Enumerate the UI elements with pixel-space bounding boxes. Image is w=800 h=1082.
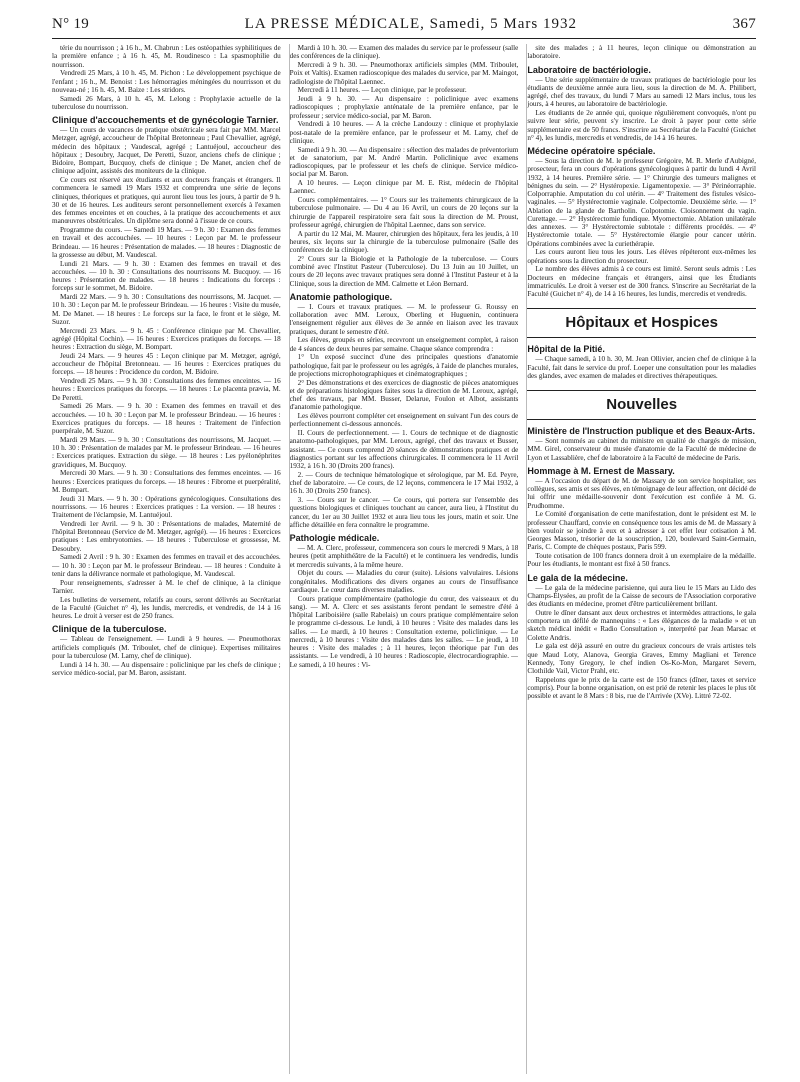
paragraph: 1° Un exposé succinct d'une des principales questions d'anatomie pathologique, fait par le professeur ou les agrégés, à l'aide de planches murales, de projections microphotographiques et cinématographiques ; — [289, 353, 519, 378]
paragraph: Le gala est déjà assuré en outre du gracieux concours de vrais artistes tels que Maud Loty, Alanova, Georgia Graves, Emmy Magliani et Terence Kennedy, Tony Gregory, le chef indien Os-Ko-Mon, Margaret Severn, Clothilde Vail, Victor Prahl, etc. — [527, 642, 757, 675]
paragraph: Mercredi à 9 h. 30. — Pneumothorax artificiels simples (MM. Triboulet, Poix et Valtis). Examen radioscopique des malades du service, par M. Maingot, radiologiste de l'hôpital Laennec. — [289, 61, 519, 86]
paragraph: — Sont nommés au cabinet du ministre en qualité de chargés de mission, MM. Girel, conservateur du musée d'anatomie de la Faculté de médecine de Lyon et Lassablière, chef de laboratoire à la Faculté de médecine de Paris. — [527, 437, 757, 462]
paragraph: Les cours auront lieu tous les jours. Les élèves répéteront eux-mêmes les opérations sous la direction du prosecteur. — [527, 248, 757, 265]
paragraph: Toute cotisation de 100 francs donnera droit à un exemplaire de la médaille. Pour les étudiants, le montant est fixé à 50 francs. — [527, 552, 757, 569]
paragraph: — I. Cours et travaux pratiques. — M. le professeur G. Roussy en collaboration avec MM. Leroux, Oberling et Huguenin, continuera l'enseignement régulier aux élèves de 3e année en liaison avec les travaux pratiques, durant le semestre d'été. — [289, 302, 519, 336]
paragraph: Mercredi à 11 heures. — Leçon clinique, par le professeur. — [297, 86, 467, 95]
paragraph: — Tableau de l'enseignement. — Lundi à 9 heures. — Pneumothorax artificiels compliqués (M. Triboulet, chef de clinique). Expertises militaires pour la tuberculose (M. Lamy, chef de clinique). — [52, 635, 281, 660]
paragraph: Mercredi 30 Mars. — 9 h. 30 : Consultations des femmes enceintes. — 16 heures : Exercices pratiques du forceps. — 18 heures : Fibrome et puerpéralité, M. Bompart. — [52, 469, 281, 494]
page-header — [52, 16, 756, 39]
page-number: 367 — [732, 16, 756, 32]
section-banner-news: Nouvelles — [527, 390, 756, 420]
section-heading: Le gala de la médecine. — [527, 572, 628, 583]
paragraph: Ce cours est réservé aux étudiants et aux docteurs français et étrangers. Il commencera le samedi 19 Mars 1932 et comprendra une série de leçons cliniques, théoriques et pratiques, qui auront lieu tous les jours, à partir de 9 h. 30 et de 16 heures. Les auditeurs seront personnellement exercés à l'examen des femmes enceintes et en couches, à la pratique des accouchements et aux manœuvres obstétricales. Un diplôme sera donné à l'issue de ce cours. — [52, 176, 281, 226]
paragraph: Mardi 22 Mars. — 9 h. 30 : Consultations des nourrissons, M. Jacquet. — 10 h. 30 : Leçon par M. le professeur Brindeau. — 16 heures : Visite du musée, M. De Manet. — 18 heures : Le forceps sur la face, le front et le siège, M. Suzor. — [52, 293, 281, 326]
paragraph: Le nombre des élèves admis à ce cours est limité. Seront seuls admis : Les Docteurs en médecine français et étrangers, ainsi que les Étudiants immatriculés. Le droit à verser est de 300 francs. S'inscrire au Secrétariat de la Faculté (Guichet n° 4), de 14 à 16 heures, les lundis, mercredis et vendredis. — [527, 265, 757, 298]
paragraph: Pour renseignements, s'adresser à M. le chef de clinique, à la clinique Tarnier. — [52, 578, 281, 595]
paragraph: — Sous la direction de M. le professeur Grégoire, M. R. Merle d'Aubigné, prosecteur, fera un cours d'opérations gynécologiques à partir du lundi 4 Avril 1932, à 14 heures. Première série. — 1° Chirurgie des tumeurs malignes et bénignes du sein. — 2° Hystéropexie. Ligamentopexie. — 3° Périnéorraphie. Colporraphie. Amputation du col utérin. — 4° Traitement des fistules vésico-vaginales. — 5° Hystérectomie vaginale. Colpectomie. Deuxième série. — 1° Ablation de la glande de Bartholin. Colpotomie. Cloisonnement du vagin. Curettage. — 2° Hystérectomie fundique. Myomectomie. Ablation unilatérale des annexes. — 3° Hystérectomie subtotale : différents procédés. — 4° Hystérectomie totale. — 5° Hystérectomie élargie pour cancer utérin. Opérations combinées avec la curiethérapie. — [527, 157, 757, 248]
paragraph: Les élèves pourront compléter cet enseignement en suivant l'un des cours de perfectionnement ci-dessous annoncés. — [289, 412, 519, 429]
paragraph: 2° Des démonstrations et des exercices de diagnostic de pièces anatomiques et de préparations histologiques faites sous la direction de M. Leroux, agrégé, chef des travaux, par MM. Busser, Delarue, Foulon et Albot, assistants d'anatomie pathologique. — [289, 378, 519, 412]
section-heading: Médecine opératoire spéciale. — [527, 146, 656, 156]
column-middle — [289, 44, 519, 1074]
section-heading: Laboratoire de bactériologie. — [527, 64, 651, 75]
section-banner-hospitals: Hôpitaux et Hospices — [527, 308, 756, 338]
paragraph: 3. — Cours sur le cancer. — Ce cours, qui portera sur l'ensemble des questions biologiques et cliniques touchant au cancer, aura lieu, à l'Institut du cancer, du 1er au 30 Juillet 1932 et aura lieu tous les jours, matin et soir. Une affiche détaillée en fera connaître le programme. — [289, 496, 519, 529]
paragraph: 2. — Cours de technique hématologique et sérologique, par M. Ed. Peyre, chef de laboratoire. — Ce cours, de 12 leçons, commencera le 17 Mai 1932, à 16 h. 30 (Droits 250 francs). — [289, 470, 519, 496]
paragraph: Lundi 21 Mars. — 9 h. 30 : Examen des femmes en travail et des accouchées. — 10 h. 30 : Consultations des nourrissons M. Bucquoy. — 16 heures : Présentation de malades. — 18 heures : Indications du forceps : forceps sur le sommet, M. Bidoire. — [52, 259, 281, 293]
paragraph: Cours pratique complémentaire (pathologie du cœur, des vaisseaux et du sang). — M. A. Clerc et ses assistants feront pendant le semestre d'été à l'hôpital Lariboisière (salle Rabelais) un cours pratique complémentaire selon le programme ci-dessous. Le lundi, à 10 heures : Visite des malades dans les salles. — Le mardi, à 10 heures : Consultation externe, policlinique. — Le mercredi, à 10 heures : Visite des malades dans les salles. — Le jeudi, à 10 heures : Visite des malades ; à 11 heures, leçon théorique par l'un des assistants. — Le vendredi, à 10 heures : Radioscopie, électrocardiographie. — Le samedi, à 10 heures : Vi- — [289, 594, 519, 669]
journal-title: LA PRESSE MÉDICALE, Samedi, 5 Mars 1932 — [244, 16, 578, 32]
paragraph: Mercredi 23 Mars. — 9 h. 45 : Conférence clinique par M. Chevallier, agrégé (Hôpital Cochin). — 16 heures : Exercices pratiques du forceps. — 18 heures : Extraction du siège, M. Bompart. — [52, 326, 281, 351]
paragraph: Vendredi 1er Avril. — 9 h. 30 : Présentations de malades, Maternité de l'hôpital Bretonneau (Service de M. Metzger, agrégé). — 16 heures : Exercices pratiques : Les embryotomies. — 18 heures : Tuberculose et grossesse, M. Desoubry. — [52, 519, 281, 553]
paragraph: Lundi à 14 h. 30. — Au dispensaire : policlinique par les chefs de clinique ; service médico-social, par M. Baron, assistant. — [52, 660, 281, 677]
paragraph: — Une série supplémentaire de travaux pratiques de bactériologie pour les étudiants de deuxième année aura lieu, sous la direction de M. A. Philibert, agrégé, chef des travaux, du lundi 7 Mars au samedi 12 Mars inclus, tous les jours, à 4 heures, au laboratoire de bactériologie. — [527, 75, 757, 109]
paragraph: II. Cours de perfectionnement. — 1. Cours de technique et de diagnostic anatomo-pathologiques, par MM. Leroux, agrégé, chef des travaux et Busser, assistant. — Ce cours comprend 20 séances de démonstrations pratiques et de diagnostics portant sur les affections chirurgicales. Il commencera le 11 Avril 1932, à 16 h. 30 (Droits 200 francs). — [289, 429, 519, 470]
paragraph: Jeudi à 9 h. 30. — Au dispensaire : policlinique avec examens radioscopiques ; prophylaxie anténatale de la première enfance, par le professeur ; service médico-social, par M. Baron. — [289, 95, 519, 120]
section-heading: Hommage à M. Ernest de Massary. — [527, 465, 675, 476]
paragraph: Samedi 2 Avril : 9 h. 30 : Examen des femmes en travail et des accouchées. — 10 h. 30 : Leçon par M. le professeur Brindeau. — 18 heures : Conduite à tenir dans la délivrance normale et pathologique, M. Vaudescal. — [52, 553, 281, 578]
column-left — [52, 44, 281, 1074]
column-right — [526, 44, 756, 1074]
paragraph: — Chaque samedi, à 10 h. 30, M. Jean Ollivier, ancien chef de clinique à la Faculté, fait dans le service du prof. Loeper une consultation pour les maladies des glandes, avec examen de malades et directives thérapeutiques. — [527, 355, 757, 380]
paragraph: Vendredi à 10 heures. — A la crèche Landouzy : clinique et prophylaxie post-natale de la première enfance, par le professeur et M. Lamy, chef de clinique. — [289, 120, 519, 145]
paragraph: Samedi 26 Mars. — 9 h. 30 : Examen des femmes en travail et des accouchées. — 10 h. 30 : Leçon par M. le professeur Brindeau. — 16 heures : Exercices pratiques du forceps. — 18 heures : Traitement de l'infection puerpérale, M. Suzor. — [52, 402, 281, 435]
paragraph: Jeudi 24 Mars. — 9 heures 45 : Leçon clinique par M. Metzger, agrégé, accoucheur de l'hôpital Bretonneau. — 16 heures : Exercices pratiques du forceps. — 18 heures : Procidence du cordon, M. Bidoire. — [52, 351, 281, 377]
article-columns — [52, 44, 756, 1074]
section-heading: Hôpital de la Pitié. — [527, 344, 605, 355]
paragraph: Samedi à 9 h. 30. — Au dispensaire : sélection des malades de préventorium et de sanatorium, par M. André Martin. Policlinique avec examens radioscopiques, par le professeur et les chefs de clinique. Service médico-social par M. Baron. — [289, 145, 519, 179]
paragraph: térie du nourrisson ; à 16 h., M. Chabrun : Les ostéopathies syphilitiques de la première enfance ; à 16 h. 45, M. Roudinesco : La spasmophilie du nourrisson. — [52, 44, 281, 69]
paragraph: A partir du 12 Mai, M. Maurer, chirurgien des hôpitaux, fera les jeudis, à 10 heures, six leçons sur la chirurgie de la tuberculose pulmonaire (Salle des conférences de la clinique). — [289, 229, 519, 254]
section-heading: Clinique de la tuberculose. — [52, 624, 167, 635]
paragraph: — Un cours de vacances de pratique obstétricale sera fait par MM. Marcel Metzger, agrégé, accoucheur de l'hôpital Bretonneau ; Paul Chevallier, agrégé, médecin des hôpitaux ; Vaudescal, agrégé ; Lantuéjoul, accoucheur des hôpitaux ; Desoubry, Jacquet, De Peretti, Suzor, anciens chefs de clinique ; Bidoire, Bompart, Bucquoy, chefs de clinique ; De Manet, ancien chef de clinique adjoint, assistés des moniteurs de la clinique. — [52, 126, 281, 176]
section-heading: Ministère de l'Instruction publique et des Beaux-Arts. — [527, 426, 756, 436]
paragraph: Cours complémentaires. — 1° Cours sur les traitements chirurgicaux de la tuberculose pulmonaire. — Du 4 au 16 Avril, un cours de 20 leçons sur la chirurgie de l'appareil respiratoire sera fait sous la direction de M. Proust, professeur agrégé, chirurgien de l'hôpital Laennec, dans son service. — [289, 196, 519, 229]
paragraph: Vendredi 25 Mars, à 10 h. 45, M. Pichon : Le développement psychique de l'enfant ; 16 h., M. Benoist : Les hémorragies méningées du nourrisson et du nouveau-né ; 16 h. 45, M. Baize : Les stridors. — [52, 69, 281, 94]
paragraph: Rappelons que le prix de la carte est de 150 francs (dîner, taxes et service compris). Pour la bonne organisation, on est prié de retenir les places le plus tôt possible et avant le 8 Mars : 8 bis, rue de l'Arrivée (XVe). Littré 72-02. — [527, 675, 757, 701]
paragraph: — A l'occasion du départ de M. de Massary de son service hospitalier, ses collègues, ses amis et ses élèves, en témoignage de leur affection, ont décidé de lui offrir une médaille-souvenir dont l'exécution est confiée à M. G. Prudhomme. — [527, 476, 757, 510]
paragraph: Outre le dîner dansant aux deux orchestres et intermèdes attractions, le gala comportera un défilé de mannequins : « Les élégances de la maladie » et un sketch médical inédit « Radio Consultation », interprété par Jean Marsac et Colette Andris. — [527, 608, 757, 642]
section-heading: Clinique d'accouchements et de gynécologie Tarnier. — [52, 115, 279, 125]
paragraph: Vendredi 25 Mars. — 9 h. 30 : Consultations des femmes enceintes. — 16 heures : Exercices pratiques du forceps. — 18 heures : Le placenta prævia, M. De Peretti. — [52, 377, 281, 402]
paragraph: Les étudiants de 2e année qui, quoique régulièrement convoqués, n'ont pu suivre leur série, peuvent s'y inscrire. Le droit à payer pour cette série supplémentaire est de 50 francs. S'inscrire au Secrétariat de la Faculté (Guichet n° 4), les lundis, mercredis et vendredis, de 14 à 16 heures. — [527, 109, 757, 142]
paragraph: Samedi 26 Mars, à 10 h. 45, M. Lelong : Prophylaxie actuelle de la tuberculose du nourrisson. — [52, 94, 281, 111]
paragraph: — M. A. Clerc, professeur, commencera son cours le mercredi 9 Mars, à 18 heures (petit amphithéâtre de la Faculté) et le continuera les vendredis, lundis et mercredis suivants, à la même heure. — [289, 544, 519, 569]
paragraph: Objet du cours. — Maladies du cœur (suite). Lésions valvulaires. Lésions congénitales. Modifications des divers organes au cours de l'insuffisance cardiaque. Le cœur dans diverses maladies. — [289, 569, 519, 594]
paragraph: Mardi 29 Mars. — 9 h. 30 : Consultations des nourrissons, M. Jacquet. — 10 h. 30 : Présentation de malades par M. le professeur Brindeau. — 16 heures : Exercices pratiques. Extraction du siège. — 18 heures : Les pyélonéphrites gravidiques, M. Bucquoy. — [52, 435, 281, 469]
issue-number: N° 19 — [52, 16, 90, 32]
section-heading: Pathologie médicale. — [289, 533, 380, 543]
paragraph: Jeudi 31 Mars. — 9 h. 30 : Opérations gynécologiques. Consultations des nourrissons. — 16 heures : Exercices pratiques : La version. — 18 heures : Traitement de l'éclampsie, M. Lantuéjoul. — [52, 494, 281, 519]
paragraph: Mardi à 10 h. 30. — Examen des malades du service par le professeur (salle des conférences de la clinique). — [289, 44, 519, 61]
paragraph: 2° Cours sur la Biologie et la Pathologie de la tuberculose. — Cours combiné avec l'Institut Pasteur (Tuberculose). Du 13 Juin au 10 Juillet, un cours de 20 leçons avec travaux pratiques sera donné à l'Institut Pasteur et à la Clinique, sous la direction de MM. Calmette et Léon Bernard. — [289, 254, 519, 288]
paragraph: Les bulletins de versement, relatifs au cours, seront délivrés au Secrétariat de la Faculté (Guichet n° 4), les lundis, mercredis, et vendredis, de 14 à 16 heures. Le droit à verser est de 250 francs. — [52, 595, 281, 620]
paragraph: Le Comité d'organisation de cette manifestation, dont le président est M. le professeur Chauffard, convie en conséquence tous les amis de M. de Massary à bien vouloir se joindre à eux et à adresser à cet effet leur cotisation à M. Georges Masson, trésorier de la souscription, 120, boulevard Saint-Germain, Paris, C. Compte de chèques postaux, Paris 599. — [527, 510, 757, 552]
section-heading: Anatomie pathologique. — [289, 291, 393, 302]
paragraph: A 10 heures. — Leçon clinique par M. E. Rist, médecin de l'hôpital Laennec. — [289, 179, 519, 196]
paragraph: Les élèves, groupés en séries, recevront un enseignement complet, à raison de 4 séances de deux heures par semaine. Chaque séance comprendra : — [289, 336, 519, 353]
paragraph: site des malades ; à 11 heures, leçon clinique ou démonstration au laboratoire. — [527, 44, 757, 61]
paragraph: Programme du cours. — Samedi 19 Mars. — 9 h. 30 : Examen des femmes en travail et des accouchées. — 10 heures : Leçon par M. le professeur Brindeau. — 16 heures : Présentation de malades. — 18 heures : Diagnostic de la grossesse au début, M. Vaudescal. — [52, 226, 281, 259]
paragraph: — Le gala de la médecine parisienne, qui aura lieu le 15 Mars au Lido des Champs-Élysées, au profit de la Caisse de secours de l'Association corporative des étudiants en médecine, promet d'être particulièrement brillant. — [527, 583, 757, 608]
